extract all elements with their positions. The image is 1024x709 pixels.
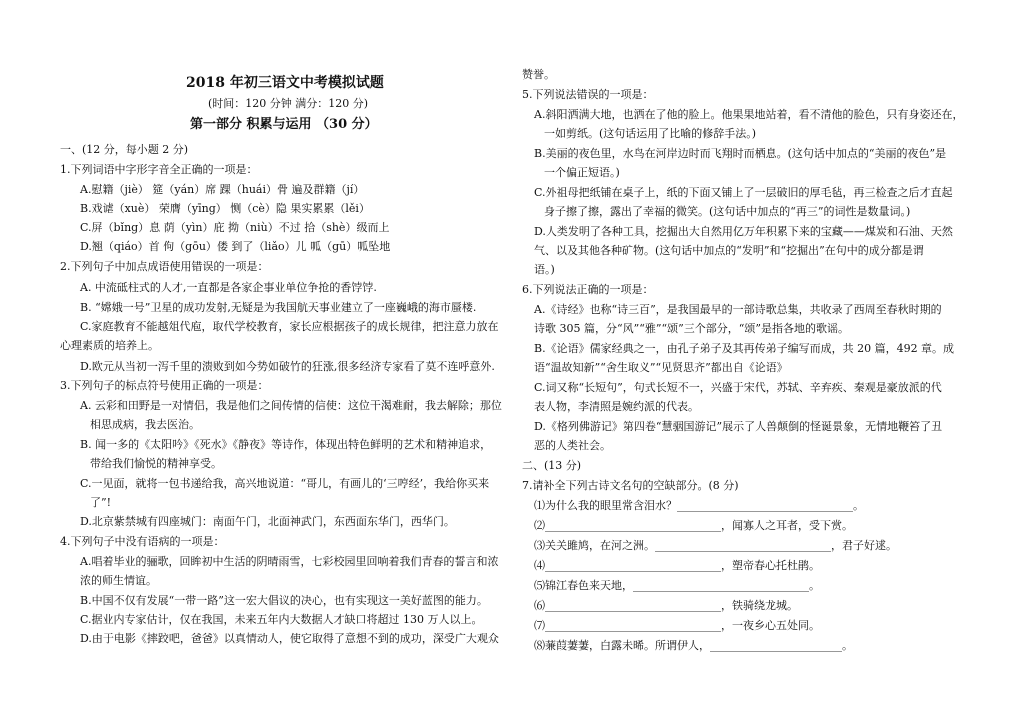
q6-option-a-cont: 诗歌 305 篇，分“风”“雅”“颂”三个部分，“颂”是指各地的歌谣。: [534, 322, 849, 335]
q6-option-d-cont: 恶的人类社会。: [534, 439, 611, 452]
q4-option-a: A.唱着毕业的骊歌，回眸初中生活的阴晴雨雪，七彩校园里回响着我们青春的誓言和浓: [80, 555, 499, 568]
q5-option-a-cont: 一如剪纸。(这句话运用了比喻的修辞手法。): [544, 127, 757, 140]
q1-option-a: A.慰籍（jiè） 筵（yán）席 踝（huái）骨 遍及群籍（jí）: [80, 183, 365, 196]
q3-option-c-cont: 了”!: [90, 496, 112, 509]
q4-option-d: D.由于电影《摔跤吧，爸爸》以真情动人，使它取得了意想不到的成功，深受广大观众: [80, 632, 499, 645]
q6-option-a: A.《诗经》也称“诗三百”，是我国最早的一部诗歌总集，共收录了西周至春秋时期的: [534, 303, 942, 316]
section-two-heading: 二、(13 分): [522, 459, 582, 472]
q2-option-b: B. “嫦娥一号”卫星的成功发射,无疑是为我国航天事业建立了一座巍峨的海市蜃楼.: [80, 301, 477, 314]
q6-option-b: B.《论语》儒家经典之一，由孔子弟子及其再传弟子编写而成，共 20 篇，492 章。成: [534, 342, 955, 355]
q7-blank-7: ⑺________________________________，一夜乡心五处同。: [534, 619, 820, 632]
q1-option-c: C.屏（bǐng）息 荫（yìn）庇 拗（niù）不过 拾（shè）级而上: [80, 221, 390, 234]
q6-option-d: D.《格列佛游记》第四卷“慧骃国游记”展示了人兽颠倒的怪诞景象，无情地鞭笞了丑: [534, 420, 943, 433]
q6-option-c: C.词又称“长短句”，句式长短不一，兴盛于宋代，苏轼、辛弃疾、秦观是豪放派的代: [534, 381, 942, 394]
question-4: 4.下列句子中没有语病的一项是：: [60, 535, 225, 548]
q4-option-d-cont: 赞誉。: [522, 68, 555, 81]
q2-option-c: C.家庭教育不能越俎代庖，取代学校教育，家长应根据孩子的成长规律，把注意力放在: [80, 320, 499, 333]
q4-option-a-cont: 浓的师生情谊。: [80, 574, 157, 587]
q1-option-b: B.戏谑（xuè） 荣膺（yīng） 恻（cè）隐 果实累累（lěi）: [80, 202, 370, 215]
q2-option-d: D.欧元从当初一泻千里的溃败到如今势如破竹的狂涨,很多经济专家看了莫不连呼意外.: [80, 360, 495, 373]
q7-blank-2: ⑵________________________________，闻寡人之耳者，受下赏。: [534, 519, 853, 532]
q5-option-a: A.斜阳洒满大地，也洒在了他的脸上。他果果地站着，看不清他的脸色，只有身姿还在，: [534, 108, 964, 121]
question-3: 3.下列句子的标点符号使用正确的一项是：: [60, 379, 269, 392]
q5-option-b: B.美丽的夜色里，水鸟在河岸边时而飞翔时而栖息。(这句话中加点的“美丽的夜色”是: [534, 147, 947, 160]
q3-option-a-cont: 相思成病，我去医治。: [90, 418, 200, 431]
q5-option-b-cont: 一个偏正短语。): [544, 166, 620, 179]
q5-option-d-cont2: 语。): [534, 263, 555, 276]
q1-option-d: D.翘（qiáo）首 佝（gōu）偻 到了（liǎo）儿 呱（gū）呱坠地: [80, 240, 391, 253]
q2-option-a: A. 中流砥柱式的人才,一直都是各家企事业单位争抢的香饽饽.: [80, 281, 377, 294]
q7-blank-8: ⑻蒹葭萋萋，白露未晞。所谓伊人，________________________。: [534, 639, 853, 652]
q7-blank-5: ⑸锦江春色来天地，________________________________。: [534, 579, 820, 592]
q6-option-b-cont: 语“温故知新”“舍生取义”“见贤思齐”都出自《论语》: [534, 361, 788, 374]
q2-option-c-cont: 心理素质的培养上。: [60, 339, 159, 352]
question-5: 5.下列说法错误的一项是：: [522, 88, 654, 101]
question-2: 2.下列句子中加点成语使用错误的一项是：: [60, 260, 269, 273]
q3-option-d: D.北京紫禁城有四座城门：南面午门，北面神武门，东西面东华门，西华门。: [80, 515, 455, 528]
q7-blank-3: ⑶关关雎鸠，在河之洲。________________________________，君子好逑。: [534, 539, 897, 552]
q4-option-c: C.据业内专家估计，仅在我国，未来五年内大数据人才缺口将超过 130 万人以上。: [80, 613, 483, 626]
q7-blank-1: ⑴为什么我的眼里常含泪水？________________________________。: [534, 499, 864, 512]
q3-option-b: B. 闻一多的《太阳吟》《死水》《静夜》等诗作，体现出特色鲜明的艺术和精神追求，: [80, 438, 492, 451]
q5-option-d-cont: 气、以及其他各种矿物。(这句话中加点的“发明”和“挖掘出”在句中的成分都是谓: [534, 244, 924, 257]
exam-title: 2018 年初三语文中考模拟试题: [186, 75, 384, 91]
question-6: 6.下列说法正确的一项是：: [522, 283, 654, 296]
q7-blank-6: ⑹________________________________，铁骑绕龙城。: [534, 599, 798, 612]
q5-option-d: D.人类发明了各种工具，挖掘出大自然用亿万年积累下来的宝藏——煤炭和石油、天然: [534, 225, 953, 238]
q4-option-b: B.中国不仅有发展“一带一路”这一宏大倡议的决心，也有实现这一美好蓝图的能力。: [80, 594, 488, 607]
q3-option-c: C.一见面，就将一包书递给我，高兴地说道：“哥儿，有画儿的‘三哼经’，我给你买来: [80, 477, 490, 490]
q6-option-c-cont: 表人物，李清照是婉约派的代表。: [534, 400, 699, 413]
q3-option-b-cont: 带给我们愉悦的精神享受。: [90, 457, 222, 470]
question-7: 7.请补全下列古诗文名句的空缺部分。(8 分): [522, 479, 739, 492]
section-one-heading: 一、(12 分，每小题 2 分): [60, 143, 189, 156]
part-title: 第一部分 积累与运用 （30 分）: [190, 117, 378, 132]
q5-option-c: C.外祖母把纸铺在桌子上，纸的下面又铺上了一层破旧的厚毛毡，再三检查之后才直起: [534, 186, 953, 199]
q5-option-c-cont: 身子擦了擦，露出了幸福的微笑。(这句话中加点的“再三”的词性是数量词。): [544, 205, 911, 218]
question-1: 1.下列词语中字形字音全正确的一项是：: [60, 163, 258, 176]
exam-subtitle: (时间：120 分钟 满分：120 分): [208, 97, 369, 110]
q7-blank-4: ⑷________________________________，塑帝春心托杜鹃。: [534, 559, 820, 572]
q3-option-a: A. 云彩和田野是一对情侣，我是他们之间传情的信使：这位干渴难耐，我去解除；那位: [80, 399, 502, 412]
